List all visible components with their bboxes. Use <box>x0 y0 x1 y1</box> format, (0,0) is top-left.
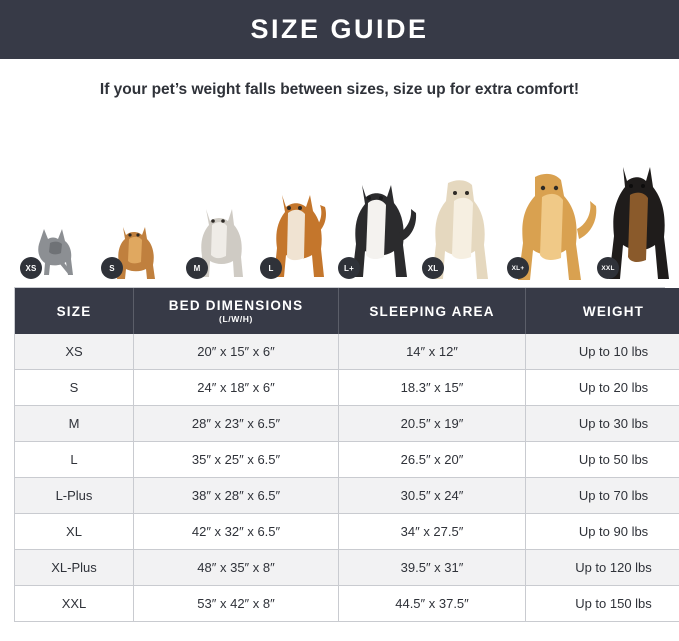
cell-dimensions: 42″ x 32″ x 6.5″ <box>134 514 339 550</box>
cell-size: S <box>15 370 134 406</box>
cell-size: XS <box>15 334 134 370</box>
table-row <box>15 406 679 442</box>
cell-size: XL <box>15 514 134 550</box>
size-badge-xl: XL <box>422 257 444 279</box>
cell-weight: Up to 50 lbs <box>526 442 679 478</box>
pet-figure-l-plus <box>344 181 418 281</box>
header-sleeping-area: SLEEPING AREA <box>339 288 526 334</box>
cell-dimensions: 48″ x 35″ x 8″ <box>134 550 339 586</box>
table-row <box>15 370 679 406</box>
cell-dimensions: 53″ x 42″ x 8″ <box>134 586 339 622</box>
table-row <box>15 586 679 622</box>
pet-figure-xl <box>428 177 500 281</box>
table-header <box>15 288 679 334</box>
subtitle-text: If your pet’s weight falls between sizes, size up for extra comfort! <box>99 81 580 98</box>
cell-size: L-Plus <box>15 478 134 514</box>
size-badge-m: M <box>186 257 208 279</box>
page-header <box>0 0 679 59</box>
pet-figure-l <box>266 189 332 281</box>
pet-silhouettes-row <box>14 121 665 281</box>
cell-size: XL-Plus <box>15 550 134 586</box>
cell-dimensions: 24″ x 18″ x 6″ <box>134 370 339 406</box>
table-row <box>15 334 679 370</box>
cell-sleeping: 30.5″ x 24″ <box>339 478 526 514</box>
size-badge-l: L <box>260 257 282 279</box>
header-size: SIZE <box>15 288 134 334</box>
subtitle-container <box>0 59 679 121</box>
cell-weight: Up to 90 lbs <box>526 514 679 550</box>
cell-size: XXL <box>15 586 134 622</box>
header-bed-dimensions-sub: (L/W/H) <box>219 314 253 324</box>
table-header-row <box>15 288 679 334</box>
cell-sleeping: 18.3″ x 15″ <box>339 370 526 406</box>
pet-figure-xl-plus <box>513 171 597 281</box>
cell-dimensions: 20″ x 15″ x 6″ <box>134 334 339 370</box>
header-weight: WEIGHT <box>526 288 679 334</box>
cell-sleeping: 26.5″ x 20″ <box>339 442 526 478</box>
cell-weight: Up to 30 lbs <box>526 406 679 442</box>
table-body <box>15 334 679 622</box>
cell-weight: Up to 70 lbs <box>526 478 679 514</box>
table-row <box>15 514 679 550</box>
size-table-container <box>14 287 665 622</box>
cell-weight: Up to 150 lbs <box>526 586 679 622</box>
cell-sleeping: 34″ x 27.5″ <box>339 514 526 550</box>
header-bed-dimensions <box>134 288 339 334</box>
page-title: SIZE GUIDE <box>250 14 429 44</box>
size-badge-xs: XS <box>20 257 42 279</box>
header-bed-dimensions-main: BED DIMENSIONS <box>168 298 304 313</box>
cell-sleeping: 14″ x 12″ <box>339 334 526 370</box>
size-badge-xl-plus: XL+ <box>507 257 529 279</box>
pet-figure-xxl <box>603 165 679 281</box>
table-row <box>15 442 679 478</box>
cell-dimensions: 28″ x 23″ x 6.5″ <box>134 406 339 442</box>
pet-figure-m <box>192 201 254 281</box>
cell-weight: Up to 120 lbs <box>526 550 679 586</box>
table-row <box>15 550 679 586</box>
size-badge-l-plus: L+ <box>338 257 360 279</box>
table-row <box>15 478 679 514</box>
pet-figure-xs <box>26 217 90 281</box>
cell-weight: Up to 10 lbs <box>526 334 679 370</box>
cell-size: L <box>15 442 134 478</box>
cell-dimensions: 38″ x 28″ x 6.5″ <box>134 478 339 514</box>
cell-sleeping: 20.5″ x 19″ <box>339 406 526 442</box>
cell-weight: Up to 20 lbs <box>526 370 679 406</box>
cell-size: M <box>15 406 134 442</box>
size-badge-xxl: XXL <box>597 257 619 279</box>
cell-sleeping: 39.5″ x 31″ <box>339 550 526 586</box>
cell-dimensions: 35″ x 25″ x 6.5″ <box>134 442 339 478</box>
pet-figure-s <box>107 209 169 281</box>
size-table <box>15 288 679 622</box>
size-badge-s: S <box>101 257 123 279</box>
cell-sleeping: 44.5″ x 37.5″ <box>339 586 526 622</box>
